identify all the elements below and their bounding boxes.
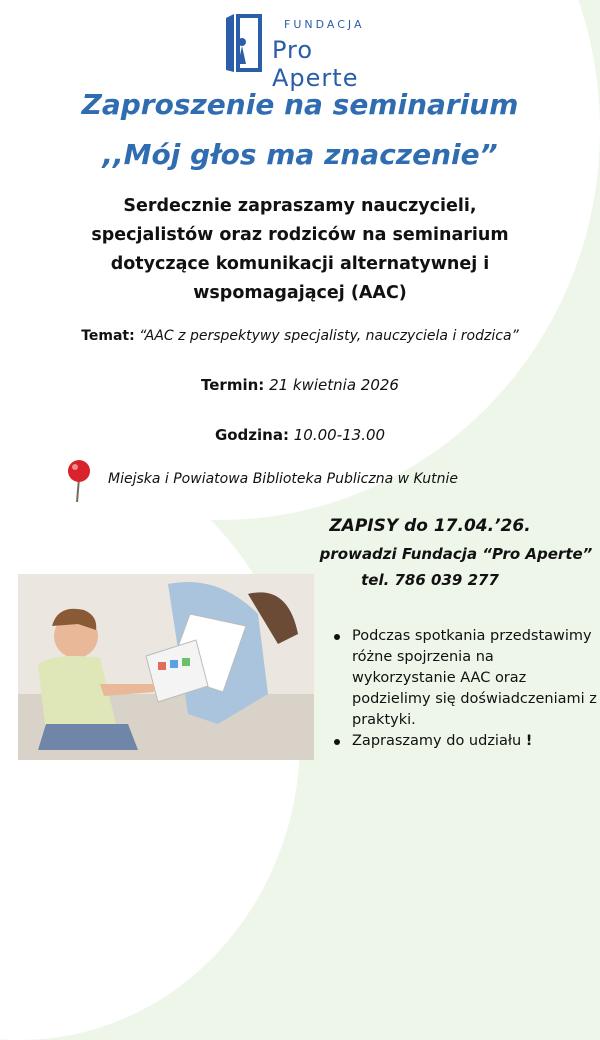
topic-row xyxy=(0,328,600,344)
bullet-item xyxy=(330,731,600,752)
hour-row xyxy=(0,426,600,444)
hour-value: 10.00-13.00 xyxy=(293,426,386,444)
logo-brand-name: Pro Aperte xyxy=(272,36,359,92)
topic-label: Temat: xyxy=(81,328,135,344)
logo-foundation-label: FUNDACJA xyxy=(284,18,365,31)
topic-value: “AAC z perspektywy specjalisty, nauczyciela i rodzica” xyxy=(139,328,519,344)
signup-organizer: prowadzi Fundacja “Pro Aperte” xyxy=(319,545,593,563)
bullet-item xyxy=(330,626,600,731)
bullet-text: Podczas spotkania przedstawimy różne spojrzenia na wykorzystanie AAC oraz podzielimy się doświadczeniami z praktyki. xyxy=(352,628,597,728)
hour-label: Godzina: xyxy=(214,426,289,444)
map-pin-icon xyxy=(62,458,96,504)
term-value: 21 kwietnia 2026 xyxy=(269,376,399,394)
foundation-logo xyxy=(222,10,402,92)
location-text: Miejska i Powiatowa Biblioteka Publiczna w Kutnie xyxy=(108,471,459,487)
intro-text: Serdecznie zapraszamy nauczycieli, specjalistów oraz rodziców na seminarium dotyczące komunikacji alternatywnej i wspomagającej (AAC) xyxy=(91,196,509,303)
aac-session-photo xyxy=(18,574,314,760)
info-bullet-list xyxy=(330,626,600,752)
bullet-emphasis: ! xyxy=(525,733,533,749)
page-title-line-1: Zaproszenie na seminarium xyxy=(81,88,519,121)
signup-phone: tel. 786 039 277 xyxy=(361,571,499,589)
door-logo-icon xyxy=(222,12,268,74)
page-title-line-2: ,,Mój głos ma znaczenie” xyxy=(102,138,498,171)
term-label: Termin: xyxy=(201,376,265,394)
term-row xyxy=(0,376,600,394)
signup-deadline: ZAPISY do 17.04.’26. xyxy=(329,516,531,536)
bullet-text: Zapraszamy do udziału xyxy=(352,733,522,749)
